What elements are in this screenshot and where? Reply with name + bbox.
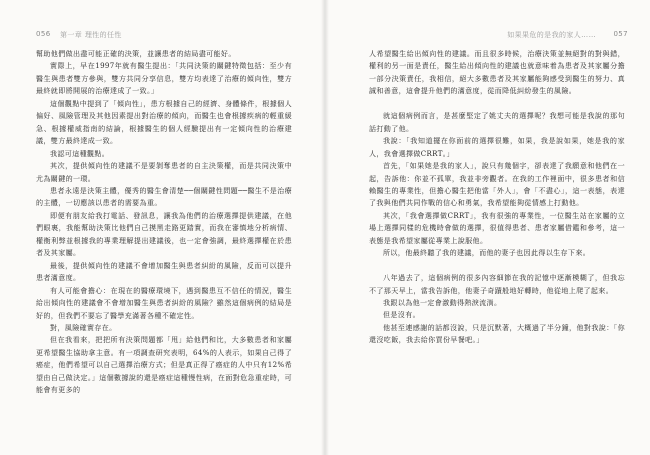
paragraph-gap (369, 98, 625, 110)
right-page (325, 0, 650, 455)
paragraph: 但在我看來，把把所有決策問題都「甩」給他們和比，大多數患者和家屬更希望醫生協助拿主意。有一項調查研究表明，64%的人表示，如果自己得了癌症，他們希望可以自己選擇治療方式；但是真正得了癌症的人中只有12%希望由自己做決定。」這個數據說的還是癌症這種慢性病，在面對危急重症時，可能會有更多的 (36, 335, 292, 395)
left-page-number: 056 (36, 30, 51, 38)
paragraph: 所以，他最終聽了我的建議，而他的妻子也因此得以生存下來。 (383, 248, 591, 258)
right-running-head (325, 30, 650, 40)
paragraph: 他甚至連感謝的話都沒說，只是沉默著，大概過了半分鐘，他對我說：「你還沒吃飯，我去給你買份早餐吧。」 (369, 322, 625, 345)
paragraph: 有人可能會擔心：在現在的醫療環境下，遇到醫患互不信任的情況，醫生給出傾向性的建議會不會增加醫生與患者糾紛的風險？雖然這個病例的結局是好的，但我們不要忘了醫學充滿著各種不確定性。 (36, 285, 292, 320)
paragraph: 最後，提供傾向性的建議不會增加醫生與患者糾紛的風險，反而可以提升患者滿意度。 (36, 260, 292, 283)
paragraph: 我跟以為他一定會激動得熱淚流淌。 (383, 298, 502, 308)
right-body-text (369, 48, 625, 347)
paragraph: 首先，「如果她是我的家人」，說只有幾個字，卻表達了我願意和他們在一起，告訴他：你並不孤單，我並非旁觀者。在我的工作裡面中，很多患者和信賴醫生的專業性，但擔心醫生把他當「外人」，會「不盡心」，這一表態，表達了我與他們共同作戰的信心和勇氣，我希望能夠從情感上打動他。 (369, 161, 625, 208)
paragraph: 即便有朋友給我打電話、發訊息，讓我為他們的治療選擇提供建議，在他們眼裏，我能幫助決策比他們自己摸黑走路更踏實，而我在審慎地分析病情、權衡利弊並根據我的專業理解提出建議後，也一定會強調，最終選擇權在於患者及其家屬。 (36, 210, 292, 258)
paragraph: 八年過去了，這個病例的很多內容細節在我的記憶中逐漸模糊了，但我忘不了那天早上，當我告訴他，他妻子奇蹟般地好轉時，他從地上爬了起來。 (369, 273, 625, 295)
paragraph: 對，風險確實存在。 (50, 322, 117, 332)
paragraph: 其次，「我會選擇做CRRT」，我有很強的專業性，一位醫生站在家屬的立場上選擇同樣的危機時會做的選擇，很值得患者、患者家屬借鑑和參考，這一表態是我希望家屬從專業上說服他。 (369, 210, 625, 245)
paragraph: 幫助他們做出盡可能正確的決策，並讓患者的結局盡可能好。 (36, 49, 236, 58)
paragraph: 其次，提供傾向性的建議不是要剝奪患者的自主決策權，而是共同決策中尤為關鍵的一環。 (36, 161, 292, 183)
paragraph-gap (369, 260, 625, 272)
left-running-head (0, 30, 325, 40)
right-section-title: 如果果危的是我的家人…… (507, 31, 596, 39)
paragraph: 這個觀點中提到了「傾向性」，患方根據自己的經濟、身體條件，根據個人偏好、風險管理及其他因素提出對治療的傾向，而醫生也會根據疾病的輕重緩急、根據權威指南的結論，根據醫生的個人經驗提出有一定傾向性的治療建議，雙方最終達成一致。 (36, 98, 292, 146)
paragraph: 我說：「我知道擺在你面前的選擇很難，如果，我是說如果，她是我的家人，我會選擇做CRRT。」 (369, 136, 625, 158)
paragraph: 但是沒有。 (383, 310, 420, 320)
left-chapter-title: 第一章 理性的任性 (60, 31, 122, 39)
paragraph: 我認可這種觀點。 (50, 148, 110, 158)
right-page-number: 057 (613, 30, 628, 38)
paragraph: 人希望醫生給出傾向性的建議。而且很多時候，治療決策並無絕對的對與錯，權利的另一面是責任，醫生給出傾向性的建議也就意味着為患者及其家屬分擔一部分決策責任，我相信，絕大多數患者及其家屬能夠感受到醫生的努力、真誠和善意，這會提升他們的滿意度，從而降低糾紛發生的風險。 (369, 49, 625, 96)
left-body-text (36, 48, 292, 397)
paragraph: 就這個病例而言，是甚麼堅定了姚丈夫的選擇呢？我想可能是我說的那句話打動了他。 (369, 111, 625, 133)
paragraph: 實際上，早在1997年就有醫生提出：「共同決策的關鍵特徵包括：至少有醫生與患者雙方參與，雙方共同分享信息，雙方均表達了治療的傾向性，雙方最終就即將開展的治療達成了一致。」 (36, 61, 292, 96)
paragraph: 患者永遠是決策主體，優秀的醫生會清楚──個關鍵性問題──醫生不是治療的主體，一切應該以患者的需要為重。 (36, 185, 292, 208)
